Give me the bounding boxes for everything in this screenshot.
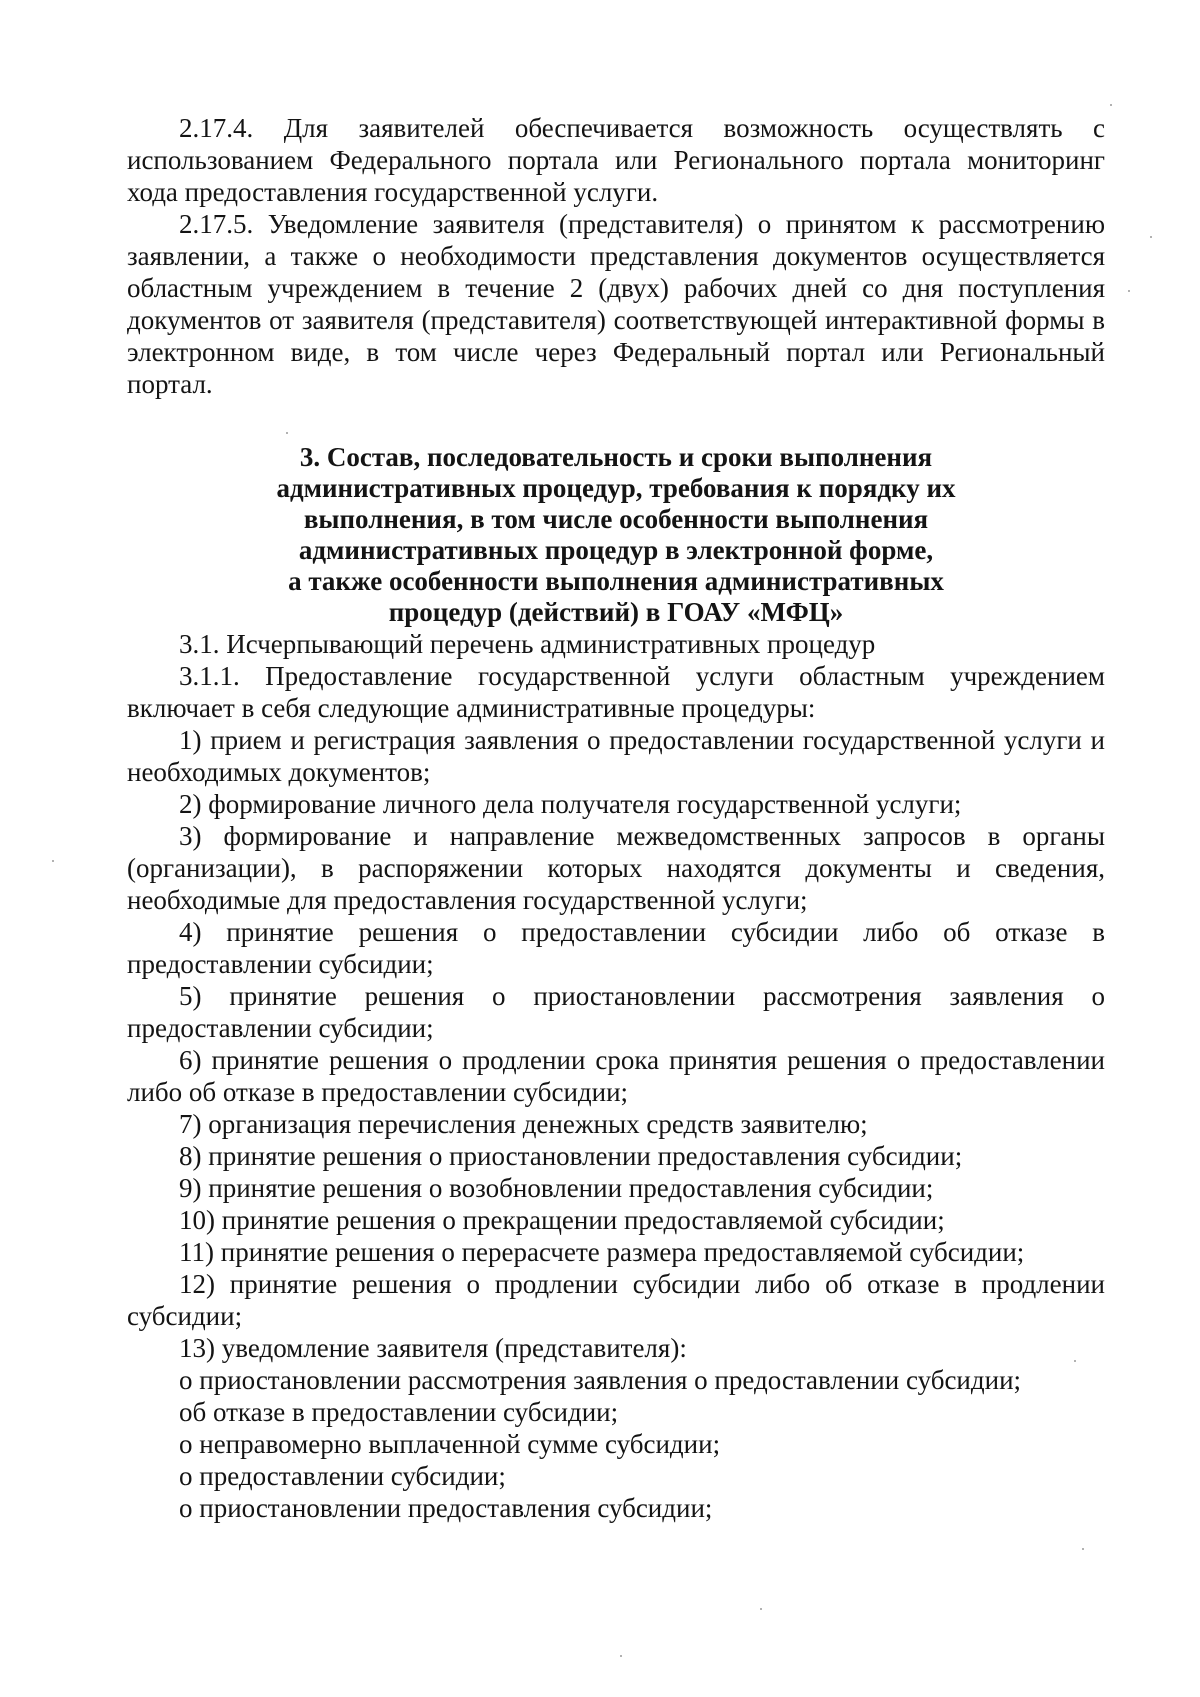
list-item-3: 3) формирование и направление межведомственных запросов в органы (организации), в распоряжении которых находятся документы и сведения, необходимые для предоставления государственной услуги; (127, 821, 1105, 915)
paragraph-2-17-4: 2.17.4. Для заявителей обеспечивается возможность осуществлять с использованием Федерального портала или Регионального портала мониторинг хода предоставления государственной услуги. (127, 113, 1105, 207)
scan-speck (760, 1608, 762, 1610)
scan-speck (1128, 290, 1130, 292)
document-body (127, 112, 1105, 1524)
heading-line: а также особенности выполнения административных (288, 566, 944, 596)
notification-item: о приостановлении предоставления субсидии; (179, 1493, 713, 1523)
list-item-8: 8) принятие решения о приостановлении предоставления субсидии; (179, 1141, 963, 1171)
list-item-7: 7) организация перечисления денежных средств заявителю; (179, 1109, 868, 1139)
notification-item: о неправомерно выплаченной сумме субсидии; (179, 1429, 721, 1459)
scan-speck (52, 860, 54, 862)
list-item-6: 6) принятие решения о продлении срока принятия решения о предоставлении либо об отказе в предоставлении субсидии; (127, 1045, 1105, 1107)
list-item-4: 4) принятие решения о предоставлении субсидии либо об отказе в предоставлении субсидии; (127, 917, 1105, 979)
scan-speck (1082, 1548, 1084, 1550)
scan-speck (286, 432, 288, 434)
list-item-5: 5) принятие решения о приостановлении рассмотрения заявления о предоставлении субсидии; (127, 981, 1105, 1043)
heading-line: административных процедур в электронной форме, (298, 535, 934, 565)
list-item-9: 9) принятие решения о возобновлении предоставления субсидии; (179, 1173, 934, 1203)
list-item-11: 11) принятие решения о перерасчете размера предоставляемой субсидии; (179, 1237, 1025, 1267)
list-item-1: 1) прием и регистрация заявления о предоставлении государственной услуги и необходимых документов; (127, 725, 1105, 787)
paragraph-3-1-1: 3.1.1. Предоставление государственной услуги областным учреждением включает в себя следующие административные процедуры: (127, 661, 1105, 723)
scan-speck (1110, 104, 1112, 106)
heading-line: 3. Состав, последовательность и сроки выполнения (299, 442, 933, 472)
paragraph-2-17-5: 2.17.5. Уведомление заявителя (представителя) о принятом к рассмотрению заявлении, а также о необходимости представления документов осуществляется областным учреждением в течение 2 (двух) рабочих дней со дня поступления документов от заявителя (представителя) соответствующей интерактивной формы в электронном виде, в том числе через Федеральный портал или Региональный портал. (127, 209, 1105, 399)
heading-line: процедур (действий) в ГОАУ «МФЦ» (388, 597, 844, 627)
list-item-12: 12) принятие решения о продлении субсидии либо об отказе в продлении субсидии; (127, 1269, 1105, 1331)
list-item-2: 2) формирование личного дела получателя государственной услуги; (179, 789, 962, 819)
scan-speck (620, 1655, 622, 1657)
scan-speck (1074, 1360, 1076, 1362)
notification-item: о приостановлении рассмотрения заявления о предоставлении субсидии; (179, 1365, 1022, 1395)
paragraph-3-1: 3.1. Исчерпывающий перечень административных процедур (179, 629, 876, 659)
list-item-10: 10) принятие решения о прекращении предоставляемой субсидии; (179, 1205, 945, 1235)
heading-line: выполнения, в том числе особенности выполнения (303, 504, 929, 534)
notification-item: об отказе в предоставлении субсидии; (179, 1397, 619, 1427)
section-3-heading (127, 442, 1105, 628)
scan-speck (1150, 236, 1152, 238)
heading-line: административных процедур, требования к порядку их (276, 473, 956, 503)
list-item-13: 13) уведомление заявителя (представителя): (179, 1333, 687, 1363)
notification-item: о предоставлении субсидии; (179, 1461, 506, 1491)
